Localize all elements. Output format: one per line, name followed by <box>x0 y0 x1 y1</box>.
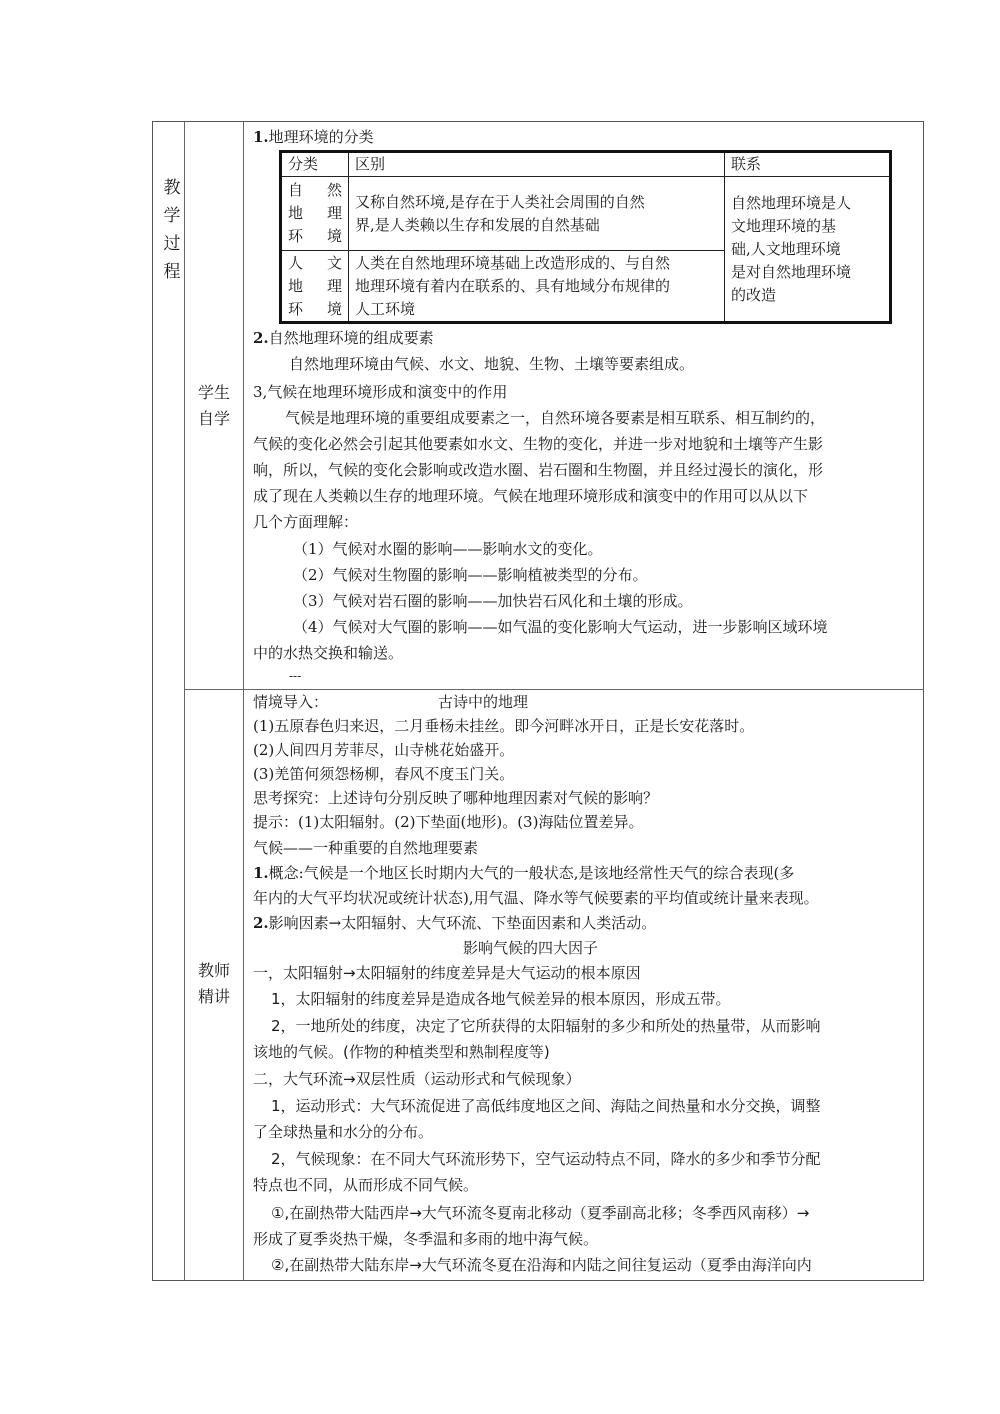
difference-line: 地理环境有着内在联系的、具有地域分布规律的 <box>355 276 671 295</box>
climate-case: ①,在副热带大陆西岸→大气环流冬夏南北移动（夏季副高北移；冬季西风南移）→ <box>271 1204 810 1222</box>
factor-heading: 二，大气环流→双层性质（运动形式和气候现象） <box>253 1070 581 1088</box>
sub-label-line: 学生 <box>197 383 230 402</box>
section-char: 学 <box>163 206 181 226</box>
section-char: 教 <box>163 178 181 198</box>
relation-line: 自然地理环境是人 <box>731 193 852 212</box>
sub-label-line: 教师 <box>197 961 230 980</box>
heading-classification <box>253 124 374 150</box>
relation-line: 文地理环境的基 <box>731 216 837 235</box>
factors-number: 2. <box>253 914 269 932</box>
relation-line: 础,人文地理环境 <box>731 239 841 258</box>
teacher-section <box>253 690 923 1280</box>
classification-table <box>279 150 892 324</box>
category-natural: 自 然 地 理 环 境 <box>281 177 349 251</box>
intro-label: 情境导入： <box>253 693 329 711</box>
concept-number: 1. <box>253 864 269 882</box>
climate-title: 气候——一种重要的自然地理要素 <box>253 839 479 857</box>
heading-text: 地理环境的分类 <box>268 128 374 146</box>
intro-line <box>253 690 528 714</box>
factor-paragraph: 了全球热量和水分的分布。 <box>253 1123 434 1141</box>
difference-line: 界,是人类赖以生存和发展的自然基础 <box>355 215 600 234</box>
factor-paragraph: 2，气候现象：在不同大气环流形势下，空气运动特点不同，降水的多少和季节分配 <box>271 1150 821 1168</box>
poem-line: (2)人间四月芳菲尽，山寺桃花始盛开。 <box>253 741 515 759</box>
effect-tail: 中的水热交换和输送。 <box>253 644 404 662</box>
climate-case: 形成了夏季炎热干燥，冬季温和多雨的地中海气候。 <box>253 1230 599 1248</box>
sub-label-line: 自学 <box>197 409 230 428</box>
header-relation: 联系 <box>725 152 891 177</box>
paragraph-line: 响，所以，气候的变化会影响或改造水圈、岩石圈和生物圈，并且经过漫长的演化，形 <box>253 461 824 479</box>
relation-line: 是对自然地理环境 <box>731 262 852 281</box>
poem-line: (1)五原春色归来迟，二月垂杨未挂丝。即今河畔冰开日，正是长安花落时。 <box>253 717 755 735</box>
climate-case: ②,在副热带大陆东岸→大气环流冬夏在沿海和内陆之间往复运动（夏季由海洋向内 <box>271 1256 812 1274</box>
paragraph-line: 气候的变化必然会引起其他要素如水文、生物的变化，并进一步对地貌和土壤等产生影 <box>253 435 824 453</box>
header-category: 分类 <box>281 152 349 177</box>
sub-label-line: 精讲 <box>197 987 230 1006</box>
section-label <box>158 174 186 286</box>
section-char: 过 <box>163 234 181 254</box>
relation-cell <box>725 177 891 323</box>
effect-item: （1）气候对水圈的影响——影响水文的变化。 <box>293 540 603 558</box>
heading-number: 1. <box>253 128 269 146</box>
factor-paragraph: 1，运动形式：大气环流促进了高低纬度地区之间、海陆之间热量和水分交换，调整 <box>271 1097 821 1115</box>
factors-line <box>253 911 656 935</box>
effect-item: （2）气候对生物圈的影响——影响植被类型的分布。 <box>293 566 648 584</box>
difference-human <box>349 251 725 323</box>
difference-line: 人工环境 <box>355 299 416 318</box>
effect-item: （4）气候对大气圈的影响——如气温的变化影响大气运动，进一步影响区域环境 <box>293 618 828 636</box>
table-header-row <box>281 152 891 177</box>
sub-label-self-study <box>184 380 244 432</box>
header-difference: 区别 <box>349 152 725 177</box>
concept-line: 年内的大气平均状况或统计状态),用气温、降水等气候要素的平均值或统计量来表现。 <box>253 889 819 907</box>
paragraph-line: 成了现在人类赖以生存的地理环境。气候在地理环境形成和演变中的作用可以从以下 <box>253 487 809 505</box>
heading-components <box>253 325 434 351</box>
factor-paragraph: 2，一地所处的纬度，决定了它所获得的太阳辐射的多少和所处的热量带，从而影响 <box>271 1017 821 1035</box>
effect-item: （3）气候对岩石圈的影响——加快岩石风化和土壤的形成。 <box>293 592 693 610</box>
category-human: 人 文 地 理 环 境 <box>281 251 349 323</box>
relation-line: 的改造 <box>731 285 777 304</box>
paragraph-line: 气候是地理环境的重要组成要素之一，自然环境各要素是相互联系、相互制约的， <box>285 409 826 427</box>
sub-label-teacher <box>184 958 244 1010</box>
poem-line: (3)羌笛何须怨杨柳，春风不度玉门关。 <box>253 765 515 783</box>
ellipsis: --- <box>289 669 302 683</box>
heading-text: 自然地理环境的组成要素 <box>268 329 434 347</box>
components-paragraph: 自然地理环境由气候、水文、地貌、生物、土壤等要素组成。 <box>289 355 695 373</box>
factor-paragraph: 1，太阳辐射的纬度差异是造成各地气候差异的根本原因，形成五带。 <box>271 990 731 1008</box>
factor-paragraph: 该地的气候。(作物的种植类型和熟制程度等) <box>253 1043 550 1061</box>
self-study-text <box>253 325 923 685</box>
difference-line: 又称自然环境,是存在于人类社会周围的自然 <box>355 192 645 211</box>
question-line: 思考探究：上述诗句分别反映了哪种地理因素对气候的影响？ <box>253 789 659 807</box>
paragraph-line: 几个方面理解： <box>253 513 359 531</box>
column-divider-1 <box>184 122 185 1280</box>
section-char: 程 <box>163 262 181 282</box>
intro-title: 古诗中的地理 <box>438 693 529 711</box>
concept-text: 概念:气候是一个地区长时期内大气的一般状态,是该地经常性天气的综合表现(多 <box>268 864 795 882</box>
factor-heading: 一，太阳辐射→太阳辐射的纬度差异是大气运动的根本原因 <box>253 964 641 982</box>
concept-line <box>253 861 794 885</box>
four-factors-title: 影响气候的四大因子 <box>463 939 599 957</box>
heading-number: 2. <box>253 329 269 347</box>
column-divider-2 <box>243 122 244 1280</box>
heading-climate-role: 3,气候在地理环境形成和演变中的作用 <box>253 383 508 401</box>
factors-text: 影响因素→太阳辐射、大气环流、下垫面因素和人类活动。 <box>268 914 657 932</box>
factor-paragraph: 特点也不同，从而形成不同气候。 <box>253 1176 479 1194</box>
difference-line: 人类在自然地理环境基础上改造形成的、与自然 <box>355 253 671 272</box>
hint-line: 提示：(1)太阳辐射。(2)下垫面(地形)。(3)海陆位置差异。 <box>253 813 644 831</box>
table-row-natural <box>281 177 891 251</box>
difference-natural <box>349 177 725 251</box>
